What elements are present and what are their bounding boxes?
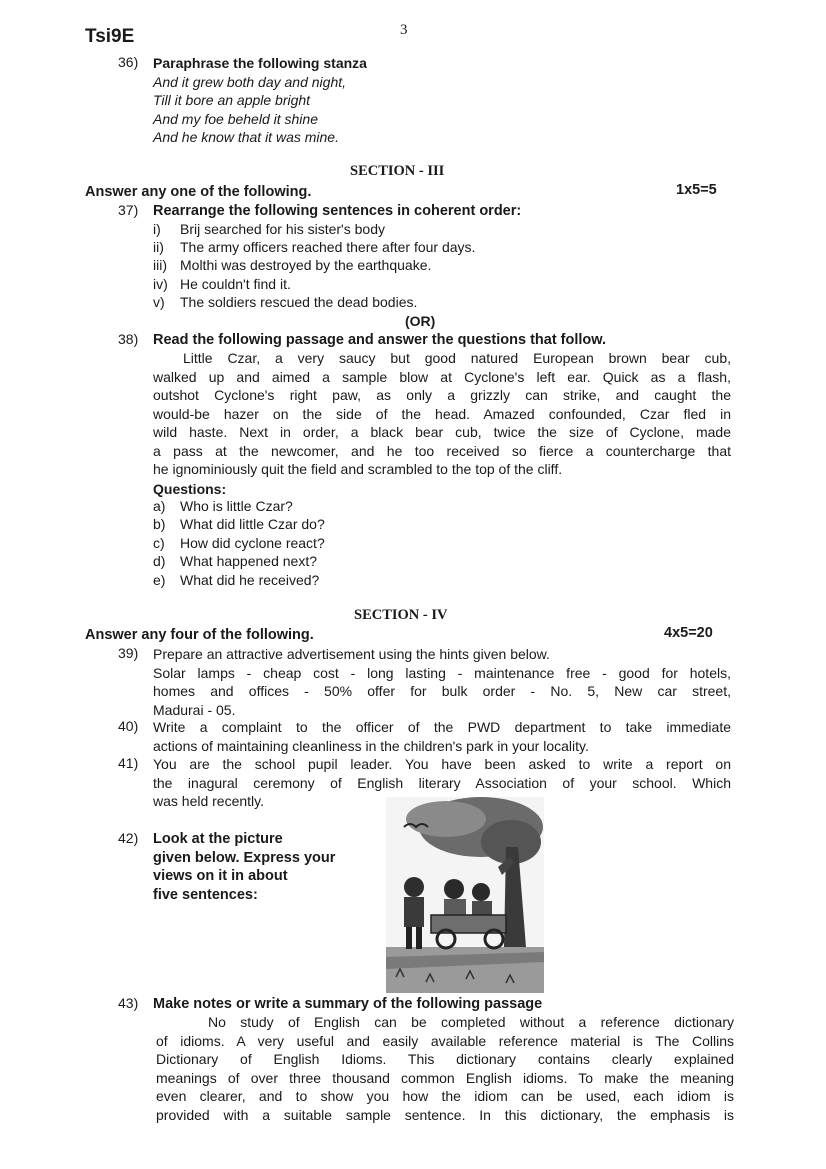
q37-item — [153, 221, 385, 237]
q42-number: 42) — [118, 830, 139, 846]
item-text: Brij searched for his sister's body — [180, 221, 385, 237]
page-number: 3 — [400, 22, 408, 38]
q39-text — [153, 645, 731, 719]
passage-line: meanings of over three thousand common English idioms. To make the meaning — [156, 1069, 734, 1086]
question-text: Who is little Czar? — [180, 498, 293, 514]
q41-number: 41) — [118, 755, 139, 771]
children-playing-picture — [386, 797, 544, 993]
q43-title: Make notes or write a summary of the following passage — [153, 996, 543, 1012]
q40-line: Write a complaint to the officer of the PWD department to take immediate — [153, 719, 731, 735]
q37-number: 37) — [118, 202, 139, 218]
question-label: d) — [153, 553, 166, 569]
passage-line: Little Czar, a very saucy but good natured European brown bear cub, — [183, 350, 731, 366]
question-text: What did he received? — [180, 572, 320, 588]
passage-line: provided with a suitable sample sentence. In this dictionary, the emphasis is — [156, 1106, 734, 1123]
q39-number: 39) — [118, 645, 139, 661]
item-text: The soldiers rescued the dead bodies. — [180, 294, 418, 310]
q37-item — [153, 257, 431, 273]
q43-number: 43) — [118, 995, 139, 1011]
questions-label: Questions: — [153, 481, 227, 497]
item-label: ii) — [153, 239, 164, 255]
passage-line: outshot Cyclone's right paw, as only a grizzly can strike, and caught the — [153, 387, 731, 403]
passage-line: would-be hazer on the side of the head. Amazed confounded, Czar fled in — [153, 405, 731, 422]
q43-passage — [156, 1013, 734, 1124]
q40-text — [153, 718, 731, 755]
q42-line: Look at the picture — [153, 831, 283, 847]
item-text: The army officers reached there after four days. — [180, 239, 476, 255]
q39-line: Madurai - 05. — [153, 701, 236, 718]
q37-title: Rearrange the following sentences in coherent order: — [153, 203, 522, 219]
stanza-line-4: And he know that it was mine. — [153, 129, 339, 145]
question-label: b) — [153, 516, 166, 532]
q38-passage — [153, 349, 731, 479]
section-3-instruction: Answer any one of the following. — [85, 184, 312, 200]
q40-line: actions of maintaining cleanliness in the children's park in your locality. — [153, 737, 589, 754]
q38-question — [153, 553, 317, 569]
section-4-title: SECTION - IV — [354, 607, 448, 623]
exam-code: Tsi9E — [85, 26, 135, 47]
q38-question — [153, 516, 325, 532]
passage-line: even clearer, and to show you how the idiom can be used, each idiom is — [156, 1088, 734, 1104]
q40-number: 40) — [118, 718, 139, 734]
section-3-title: SECTION - III — [350, 163, 445, 179]
q38-question — [153, 498, 293, 514]
q42-line: five sentences: — [153, 887, 258, 903]
q42-line: given below. Express your — [153, 850, 336, 866]
section-3-marks: 1x5=5 — [676, 182, 717, 198]
stanza-line-1: And it grew both day and night, — [153, 74, 347, 90]
passage-line: No study of English can be completed without a reference dictionary — [208, 1014, 734, 1030]
q37-item — [153, 239, 475, 255]
q39-line: Solar lamps - cheap cost - long lasting - maintenance free - good for hotels, — [153, 664, 731, 681]
question-text: What happened next? — [180, 553, 317, 569]
q36-title: Paraphrase the following stanza — [153, 55, 367, 71]
passage-line: of idioms. A very useful and easily available reference material is The Collins — [156, 1032, 734, 1049]
section-4-instruction: Answer any four of the following. — [85, 627, 314, 643]
passage-line: Dictionary of English Idioms. This dictionary contains clearly explained — [156, 1051, 734, 1067]
q37-item — [153, 276, 291, 292]
or-separator: (OR) — [405, 313, 436, 329]
q41-line: You are the school pupil leader. You have been asked to write a report on — [153, 756, 731, 772]
passage-line: a pass at the newcomer, and he too received so fierce a countercharge that — [153, 442, 731, 459]
q39-line: homes and offices - 50% offer for bulk order - No. 5, New car street, — [153, 683, 731, 699]
stanza-line-3: And my foe beheld it shine — [153, 111, 318, 127]
passage-line: walked up and aimed a sample blow at Cyclone's left ear. Quick as a flash, — [153, 368, 731, 385]
item-label: i) — [153, 221, 161, 237]
item-text: Molthi was destroyed by the earthquake. — [180, 257, 432, 273]
question-label: a) — [153, 498, 166, 514]
section-4-marks: 4x5=20 — [664, 625, 713, 641]
q41-line: the inagural ceremony of English literary Association of your school. Which — [153, 774, 731, 791]
stanza-line-2: Till it bore an apple bright — [153, 92, 311, 108]
question-text: What did little Czar do? — [180, 516, 325, 532]
item-label: iv) — [153, 276, 168, 292]
q41-line: was held recently. — [153, 793, 265, 809]
q38-question — [153, 572, 319, 588]
item-label: iii) — [153, 257, 167, 273]
item-label: v) — [153, 294, 165, 310]
item-text: He couldn't find it. — [180, 276, 291, 292]
q38-question — [153, 535, 325, 551]
passage-line: he ignominiously quit the field and scrambled to the top of the cliff. — [153, 461, 563, 477]
q42-line: views on it in about — [153, 868, 288, 884]
q39-line: Prepare an attractive advertisement using the hints given below. — [153, 646, 550, 662]
question-label: c) — [153, 535, 165, 551]
passage-line: wild haste. Next in order, a black bear cub, twice the size of Cyclone, made — [153, 424, 731, 440]
q37-item — [153, 294, 417, 310]
q38-title: Read the following passage and answer the questions that follow. — [153, 332, 607, 348]
q38-number: 38) — [118, 331, 139, 347]
question-label: e) — [153, 572, 166, 588]
q36-number: 36) — [118, 54, 139, 70]
question-text: How did cyclone react? — [180, 535, 325, 551]
